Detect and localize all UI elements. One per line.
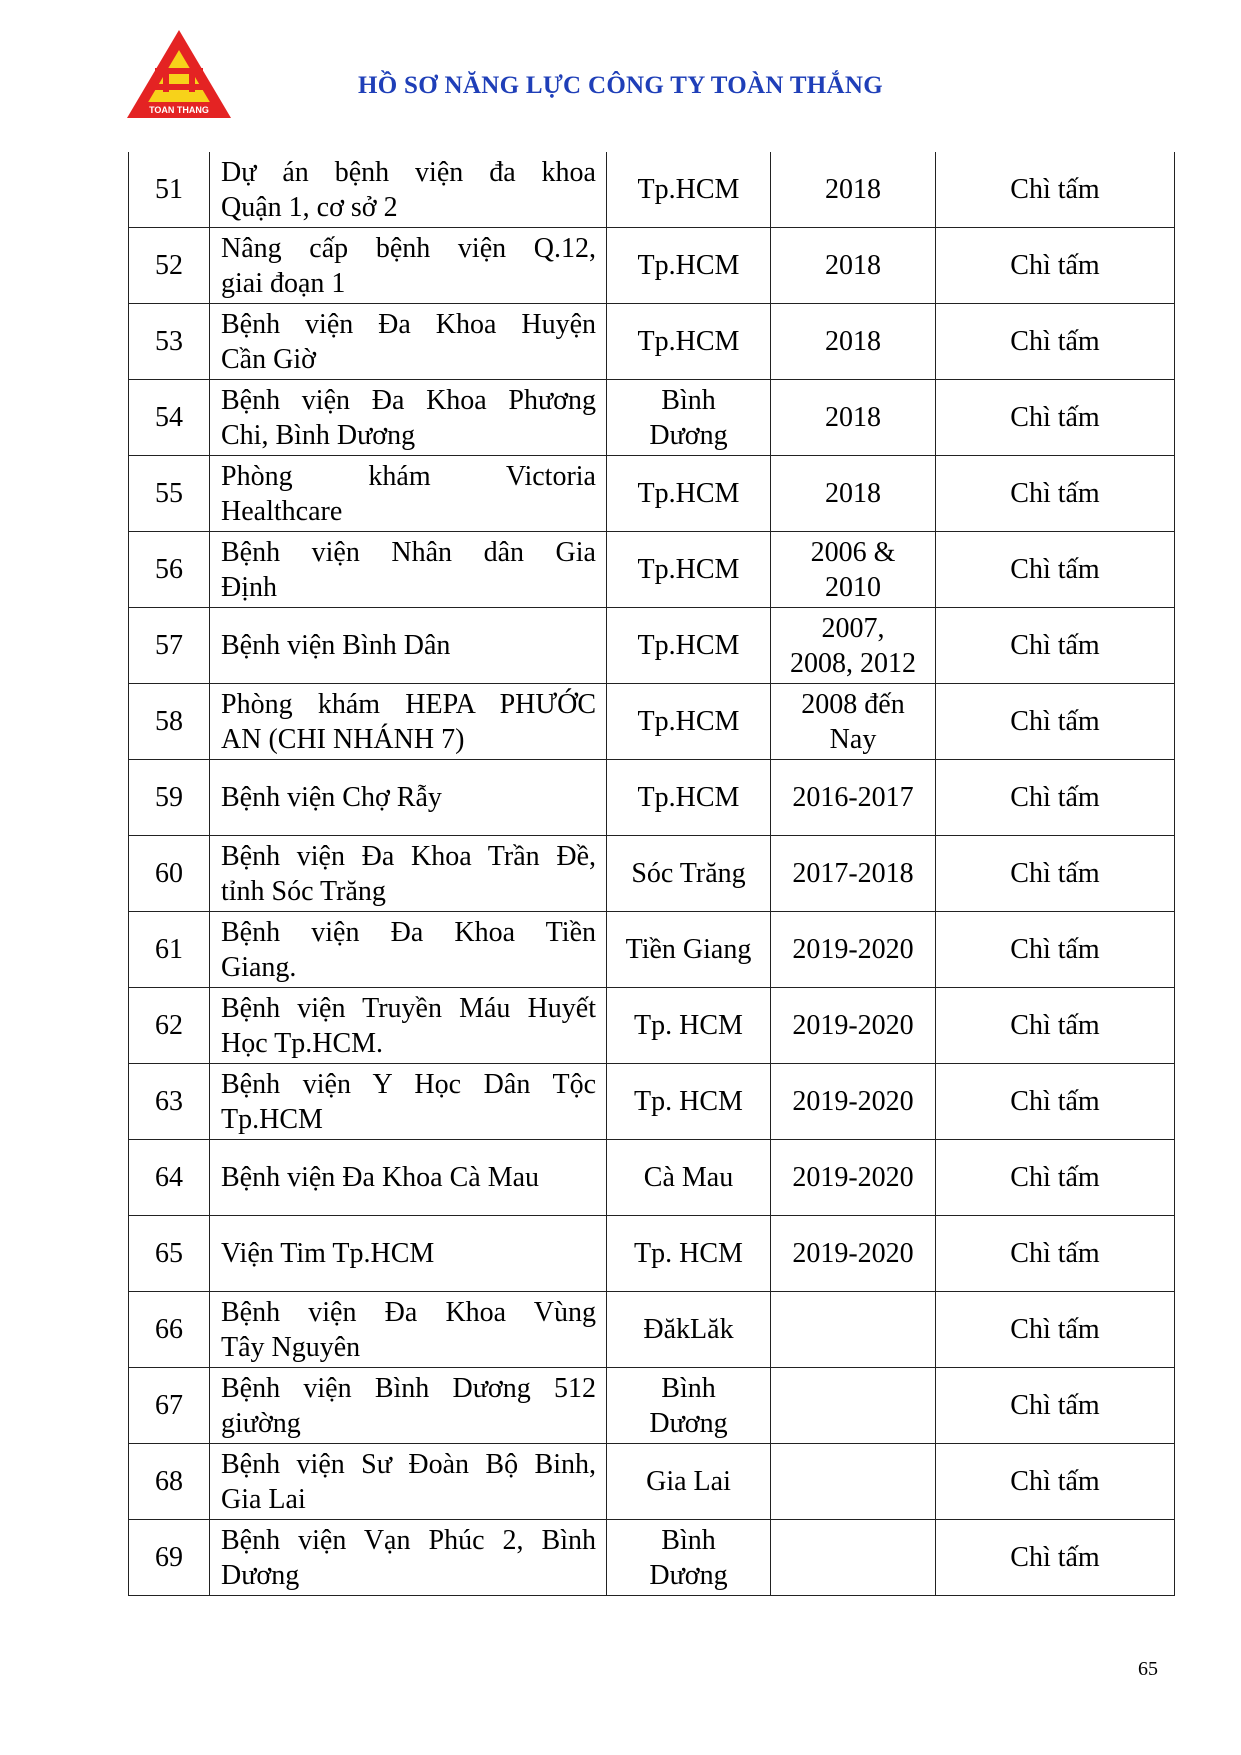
project-location-line: Tp. HCM [634,1238,743,1269]
table-row [129,1520,1175,1596]
project-name [210,532,607,608]
project-material: Chì tấm [936,1520,1175,1596]
row-number: 65 [129,1216,210,1292]
project-location [607,1064,771,1140]
project-year [771,1444,936,1520]
project-name [210,1292,607,1368]
project-location [607,1292,771,1368]
project-location-line: Dương [649,419,728,451]
table-row [129,912,1175,988]
project-material: Chì tấm [936,608,1175,684]
row-number: 67 [129,1368,210,1444]
project-location-line: Dương [649,1559,728,1591]
table-row [129,1140,1175,1216]
project-year [771,912,936,988]
project-name [210,456,607,532]
project-location [607,1216,771,1292]
table-row [129,304,1175,380]
project-name-line: Healthcare [221,495,343,527]
project-name [210,836,607,912]
project-name-line: Học Tp.HCM. [221,1027,384,1059]
project-year-line: 2010 [825,571,881,603]
table-row [129,532,1175,608]
project-location [607,532,771,608]
project-name [210,152,607,228]
project-material: Chì tấm [936,684,1175,760]
project-year [771,1368,936,1444]
project-material: Chì tấm [936,1140,1175,1216]
project-location [607,1368,771,1444]
table-row [129,988,1175,1064]
project-name-line: giường [221,1407,301,1439]
project-year-line: 2008 đến [801,688,905,720]
project-name-line: Định [221,571,277,603]
project-name-line: Bệnh viện Đa Khoa Vùng [221,1296,596,1328]
table-row [129,152,1175,228]
project-location-line: Tp.HCM [637,250,740,281]
table-row [129,380,1175,456]
project-location-line: Gia Lai [646,1466,731,1497]
row-number: 62 [129,988,210,1064]
project-location [607,456,771,532]
table-row [129,456,1175,532]
table-row [129,684,1175,760]
project-name [210,228,607,304]
project-location-line: Tp.HCM [637,782,740,813]
project-location-line: Sóc Trăng [631,858,746,889]
project-name-line: Tây Nguyên [221,1331,361,1363]
project-year-line: 2016-2017 [792,782,914,813]
project-location-line: Tp.HCM [637,174,740,205]
projects-table [128,152,1175,1596]
project-year [771,304,936,380]
project-location-line: Tp. HCM [634,1010,743,1041]
row-number: 52 [129,228,210,304]
project-location [607,836,771,912]
row-number: 56 [129,532,210,608]
project-year [771,760,936,836]
svg-text:TOAN THANG: TOAN THANG [149,105,209,115]
project-name-line: Bệnh viện Đa Khoa Tiền [221,916,596,948]
project-year [771,988,936,1064]
row-number: 55 [129,456,210,532]
project-year [771,228,936,304]
project-name-line: Giang. [221,951,297,983]
project-material: Chì tấm [936,988,1175,1064]
row-number: 66 [129,1292,210,1368]
project-year-line: 2018 [825,478,881,509]
project-name [210,684,607,760]
project-name-line: Bệnh viện Truyền Máu Huyết [221,992,596,1024]
project-material: Chì tấm [936,304,1175,380]
project-year [771,456,936,532]
document-title: HỒ SƠ NĂNG LỰC CÔNG TY TOÀN THẮNG [357,72,884,99]
project-name [210,1140,607,1216]
project-name-line: Bệnh viện Bình Dân [221,630,451,661]
table-row [129,1064,1175,1140]
project-name-line: Dương [221,1559,300,1591]
row-number: 69 [129,1520,210,1596]
project-location-line: Tiền Giang [625,934,752,965]
row-number: 61 [129,912,210,988]
project-name [210,1216,607,1292]
project-location [607,228,771,304]
project-name-line: Bệnh viện Bình Dương 512 [221,1372,596,1404]
project-material: Chì tấm [936,1292,1175,1368]
project-year-line: 2008, 2012 [790,647,916,679]
project-year [771,608,936,684]
project-name-line: Gia Lai [221,1483,306,1515]
row-number: 60 [129,836,210,912]
project-material: Chì tấm [936,380,1175,456]
project-name-line: Quận 1, cơ sở 2 [221,191,398,223]
table-row [129,1292,1175,1368]
project-material: Chì tấm [936,1064,1175,1140]
project-location-line: Tp.HCM [637,478,740,509]
row-number: 53 [129,304,210,380]
project-name [210,380,607,456]
project-location [607,152,771,228]
table-row [129,836,1175,912]
project-name [210,912,607,988]
project-location-line: Bình [661,1372,716,1404]
project-material: Chì tấm [936,228,1175,304]
project-location [607,608,771,684]
project-year [771,380,936,456]
project-year [771,1520,936,1596]
project-name-line: Bệnh viện Y Học Dân Tộc [221,1068,596,1100]
project-material: Chì tấm [936,152,1175,228]
table-row [129,1216,1175,1292]
row-number: 58 [129,684,210,760]
project-name [210,304,607,380]
project-name-line: Viện Tim Tp.HCM [221,1238,435,1269]
project-location [607,1444,771,1520]
project-material: Chì tấm [936,1216,1175,1292]
project-year [771,1140,936,1216]
project-year [771,684,936,760]
project-name [210,1064,607,1140]
project-material: Chì tấm [936,532,1175,608]
project-location [607,380,771,456]
project-year-line: 2019-2020 [792,1086,914,1117]
project-year [771,532,936,608]
row-number: 51 [129,152,210,228]
project-name-line: Bệnh viện Đa Khoa Phương [221,384,596,416]
project-location-line: Tp.HCM [637,706,740,737]
project-year-line: 2019-2020 [792,1010,914,1041]
project-name-line: Bệnh viện Đa Khoa Huyện [221,308,596,340]
project-name-line: Tp.HCM [221,1103,323,1135]
row-number: 59 [129,760,210,836]
project-name [210,1520,607,1596]
row-number: 54 [129,380,210,456]
row-number: 64 [129,1140,210,1216]
project-year [771,152,936,228]
project-location-line: Tp. HCM [634,1086,743,1117]
project-name [210,988,607,1064]
project-name-line: Bệnh viện Sư Đoàn Bộ Binh, [221,1448,596,1480]
project-year-line: 2018 [825,326,881,357]
table-row [129,1368,1175,1444]
project-year [771,1292,936,1368]
row-number: 57 [129,608,210,684]
project-year-line: 2017-2018 [792,858,914,889]
project-name-line: tỉnh Sóc Trăng [221,875,386,907]
project-material: Chì tấm [936,1444,1175,1520]
project-name-line: Bệnh viện Nhân dân Gia [221,536,596,568]
project-year [771,1216,936,1292]
project-material: Chì tấm [936,760,1175,836]
project-name-line: Nâng cấp bệnh viện Q.12, [221,232,596,264]
project-name-line: Bệnh viện Đa Khoa Cà Mau [221,1162,540,1193]
project-location [607,912,771,988]
project-name-line: Phòng khám HEPA PHƯỚC [221,688,596,720]
project-year-line: 2007, [821,612,885,644]
project-name-line: AN (CHI NHÁNH 7) [221,723,465,755]
project-location [607,760,771,836]
project-location [607,304,771,380]
project-name [210,760,607,836]
table-row [129,1444,1175,1520]
table-row [129,608,1175,684]
project-name-line: Phòng khám Victoria [221,460,596,492]
project-year-line: Nay [829,723,877,755]
project-location-line: ĐăkLăk [643,1314,734,1345]
project-location-line: Tp.HCM [637,630,740,661]
project-location-line: Bình [661,384,716,416]
project-location-line: Dương [649,1407,728,1439]
row-number: 63 [129,1064,210,1140]
project-location [607,1520,771,1596]
project-location-line: Tp.HCM [637,554,740,585]
project-material: Chì tấm [936,912,1175,988]
project-year-line: 2019-2020 [792,934,914,965]
project-name [210,608,607,684]
project-name [210,1444,607,1520]
project-year-line: 2019-2020 [792,1162,914,1193]
page-number: 65 [1138,1658,1158,1680]
project-year-line: 2019-2020 [792,1238,914,1269]
project-year-line: 2006 & [810,536,896,568]
project-year [771,836,936,912]
project-year-line: 2018 [825,250,881,281]
project-location [607,684,771,760]
project-material: Chì tấm [936,456,1175,532]
project-year-line: 2018 [825,402,881,433]
project-name-line: Bệnh viện Đa Khoa Trần Đề, [221,840,596,872]
project-location [607,988,771,1064]
table-row [129,760,1175,836]
project-location-line: Bình [661,1524,716,1556]
project-material: Chì tấm [936,1368,1175,1444]
project-location-line: Cà Mau [643,1162,734,1193]
project-material: Chì tấm [936,836,1175,912]
project-year [771,1064,936,1140]
project-name-line: Chi, Bình Dương [221,419,416,451]
project-year-line: 2018 [825,174,881,205]
project-name-line: Cần Giờ [221,343,316,375]
project-name-line: Bệnh viện Vạn Phúc 2, Bình [221,1524,596,1556]
project-location-line: Tp.HCM [637,326,740,357]
project-location [607,1140,771,1216]
row-number: 68 [129,1444,210,1520]
project-name [210,1368,607,1444]
project-name-line: Bệnh viện Chợ Rẫy [221,782,442,813]
table-row [129,228,1175,304]
project-name-line: giai đoạn 1 [221,267,346,299]
project-name-line: Dự án bệnh viện đa khoa [221,156,596,188]
